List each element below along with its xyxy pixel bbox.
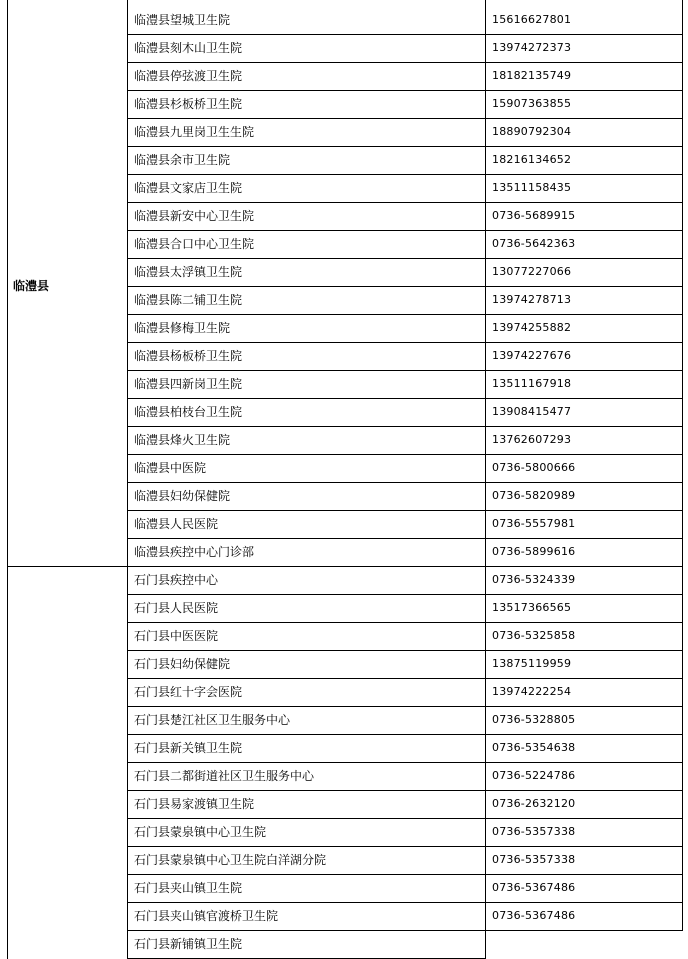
row-divider bbox=[127, 790, 683, 791]
row-divider bbox=[127, 174, 683, 175]
row-divider bbox=[127, 846, 683, 847]
facility-phone-cell: 18182135749 bbox=[492, 69, 572, 82]
facility-name-cell: 临澧县余市卫生院 bbox=[134, 153, 231, 167]
facility-phone-cell: 13517366565 bbox=[492, 601, 572, 614]
row-divider bbox=[127, 398, 683, 399]
row-divider bbox=[127, 146, 683, 147]
group-divider bbox=[7, 566, 127, 567]
row-divider bbox=[127, 874, 683, 875]
facility-name-cell: 临澧县修梅卫生院 bbox=[134, 321, 231, 335]
facility-name-cell: 石门县妇幼保健院 bbox=[134, 657, 231, 671]
facility-phone-cell: 13077227066 bbox=[492, 265, 572, 278]
facility-name-cell: 临澧县太浮镇卫生院 bbox=[134, 265, 243, 279]
facility-phone-cell: 13974227676 bbox=[492, 349, 572, 362]
row-divider bbox=[127, 902, 683, 903]
row-divider bbox=[127, 622, 683, 623]
facility-phone-cell: 0736-5357338 bbox=[492, 853, 576, 866]
facility-phone-cell: 18216134652 bbox=[492, 153, 572, 166]
facility-name-cell: 临澧县停弦渡卫生院 bbox=[134, 69, 243, 83]
facility-phone-cell: 0736-5800666 bbox=[492, 461, 576, 474]
facility-phone-cell: 15907363855 bbox=[492, 97, 572, 110]
facility-name-cell: 临澧县望城卫生院 bbox=[134, 13, 231, 27]
facility-phone-cell: 0736-5357338 bbox=[492, 825, 576, 838]
row-divider bbox=[127, 594, 683, 595]
row-divider bbox=[127, 426, 683, 427]
row-divider bbox=[127, 34, 683, 35]
facility-phone-cell: 13974222254 bbox=[492, 685, 572, 698]
facility-name-cell: 石门县楚江社区卫生服务中心 bbox=[134, 713, 291, 727]
table-left-border bbox=[7, 0, 8, 959]
row-divider bbox=[127, 314, 683, 315]
row-divider bbox=[127, 482, 683, 483]
row-divider bbox=[127, 930, 683, 931]
facility-phone-cell: 13908415477 bbox=[492, 405, 572, 418]
facility-phone-cell: 0736-5328805 bbox=[492, 713, 576, 726]
facility-name-cell: 临澧县陈二铺卫生院 bbox=[134, 293, 243, 307]
facility-phone-cell: 18890792304 bbox=[492, 125, 572, 138]
row-divider bbox=[127, 678, 683, 679]
facility-name-cell: 石门县疾控中心 bbox=[134, 573, 219, 587]
row-divider bbox=[127, 650, 683, 651]
facility-name-cell: 临澧县刻木山卫生院 bbox=[134, 41, 243, 55]
row-divider bbox=[127, 202, 683, 203]
facility-phone-cell: 0736-5557981 bbox=[492, 517, 576, 530]
row-divider bbox=[127, 538, 683, 539]
facility-phone-cell: 0736-5642363 bbox=[492, 237, 576, 250]
facility-name-cell: 临澧县中医院 bbox=[134, 461, 207, 475]
row-divider bbox=[127, 90, 683, 91]
row-divider bbox=[127, 230, 683, 231]
facility-phone-cell: 0736-5689915 bbox=[492, 209, 576, 222]
facility-name-cell: 石门县夹山镇官渡桥卫生院 bbox=[134, 909, 279, 923]
facility-phone-cell: 0736-5224786 bbox=[492, 769, 576, 782]
facility-name-cell: 临澧县文家店卫生院 bbox=[134, 181, 243, 195]
facility-name-cell: 石门县人民医院 bbox=[134, 601, 219, 615]
facility-phone-cell: 0736-5899616 bbox=[492, 545, 576, 558]
facility-phone-cell: 13511158435 bbox=[492, 181, 572, 194]
row-divider bbox=[127, 762, 683, 763]
row-divider bbox=[127, 118, 683, 119]
facility-name-cell: 临澧县妇幼保健院 bbox=[134, 489, 231, 503]
facility-name-cell: 石门县新关镇卫生院 bbox=[134, 741, 243, 755]
facility-phone-cell: 0736-5324339 bbox=[492, 573, 576, 586]
facility-name-cell: 临澧县人民医院 bbox=[134, 517, 219, 531]
facility-phone-cell: 0736-5367486 bbox=[492, 881, 576, 894]
row-divider bbox=[127, 454, 683, 455]
table-right-border bbox=[682, 0, 683, 931]
row-divider bbox=[127, 510, 683, 511]
facility-phone-cell: 13511167918 bbox=[492, 377, 572, 390]
facility-name-cell: 石门县夹山镇卫生院 bbox=[134, 881, 243, 895]
county-label: 临澧县 bbox=[13, 279, 50, 293]
facility-name-cell: 临澧县疾控中心门诊部 bbox=[134, 545, 255, 559]
facility-phone-cell: 0736-2632120 bbox=[492, 797, 576, 810]
facility-phone-cell: 13875119959 bbox=[492, 657, 572, 670]
facility-name-cell: 石门县二都街道社区卫生服务中心 bbox=[134, 769, 315, 783]
facility-phone-cell: 0736-5820989 bbox=[492, 489, 576, 502]
facility-name-cell: 临澧县烽火卫生院 bbox=[134, 433, 231, 447]
row-divider bbox=[127, 818, 683, 819]
phone-column-border bbox=[485, 0, 486, 931]
facility-name-cell: 石门县蒙泉镇中心卫生院 bbox=[134, 825, 267, 839]
facility-name-cell: 临澧县柏枝台卫生院 bbox=[134, 405, 243, 419]
facility-name-cell: 石门县中医医院 bbox=[134, 629, 219, 643]
facility-phone-cell: 13974255882 bbox=[492, 321, 572, 334]
facility-name-cell: 临澧县合口中心卫生院 bbox=[134, 237, 255, 251]
facility-name-cell: 石门县新铺镇卫生院 bbox=[134, 937, 243, 951]
row-divider bbox=[127, 370, 683, 371]
facility-name-cell: 石门县红十字会医院 bbox=[134, 685, 243, 699]
facility-name-cell: 临澧县四新岗卫生院 bbox=[134, 377, 243, 391]
facility-name-cell: 石门县易家渡镇卫生院 bbox=[134, 797, 255, 811]
row-divider bbox=[127, 734, 683, 735]
row-divider bbox=[127, 286, 683, 287]
row-divider bbox=[127, 706, 683, 707]
facility-phone-cell: 0736-5354638 bbox=[492, 741, 576, 754]
facility-phone-cell: 13974272373 bbox=[492, 41, 572, 54]
facility-phone-cell: 13974278713 bbox=[492, 293, 572, 306]
facility-phone-cell: 0736-5325858 bbox=[492, 629, 576, 642]
facility-name-cell: 石门县蒙泉镇中心卫生院白洋湖分院 bbox=[134, 853, 327, 867]
facility-phone-cell: 0736-5367486 bbox=[492, 909, 576, 922]
facility-phone-cell bbox=[492, 930, 680, 958]
facility-phone-cell: 13762607293 bbox=[492, 433, 572, 446]
facility-name-cell: 临澧县新安中心卫生院 bbox=[134, 209, 255, 223]
facility-phone-cell: 15616627801 bbox=[492, 13, 572, 26]
last-row-right-border bbox=[485, 930, 486, 959]
row-divider bbox=[127, 342, 683, 343]
facility-name-cell: 临澧县杉板桥卫生院 bbox=[134, 97, 243, 111]
row-divider bbox=[127, 62, 683, 63]
facility-name-cell: 临澧县杨板桥卫生院 bbox=[134, 349, 243, 363]
row-divider bbox=[127, 566, 683, 567]
county-column-border bbox=[127, 0, 128, 959]
row-divider bbox=[127, 258, 683, 259]
facility-name-cell: 临澧县九里岗卫生生院 bbox=[134, 125, 255, 139]
